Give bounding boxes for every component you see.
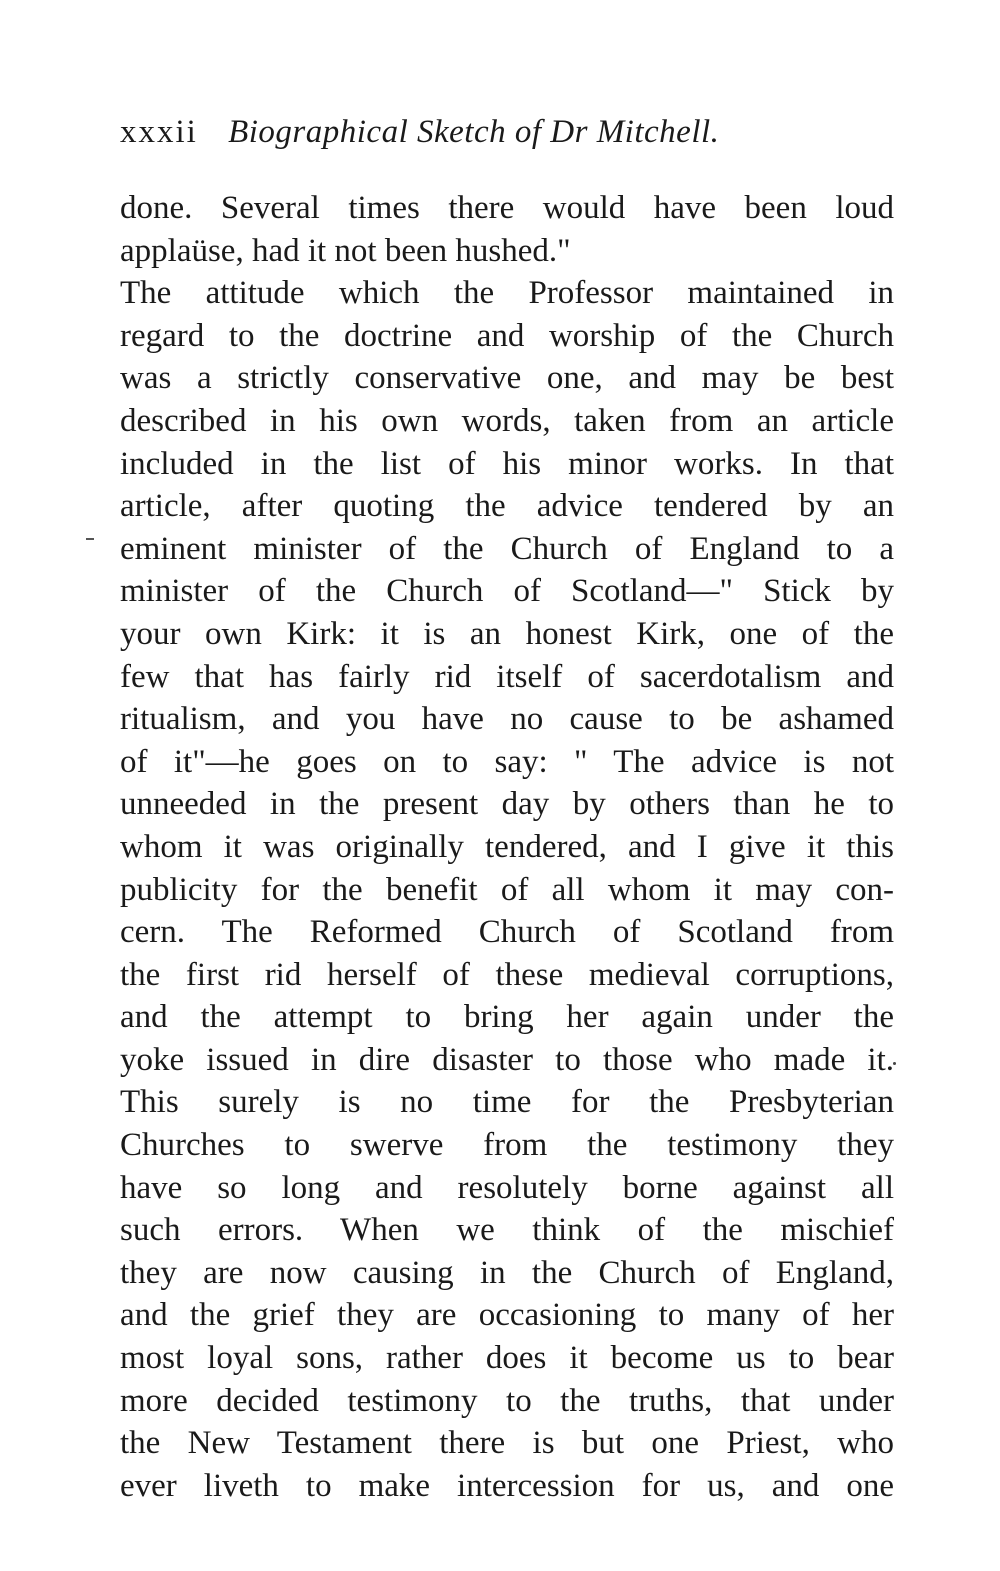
text-line: your own Kirk: it is an honest Kirk, one of the (120, 615, 894, 652)
text-line: more decided testimony to the truths, that under (120, 1382, 894, 1419)
margin-mark (86, 538, 94, 540)
body-text (120, 187, 894, 1507)
text-line: of it"—he goes on to say: " The advice is not (120, 743, 894, 780)
page-header (120, 112, 900, 152)
text-line: included in the list of his minor works. In that (120, 445, 894, 482)
text-line: regard to the doctrine and worship of the Church (120, 317, 894, 354)
text-line: most loyal sons, rather does it become us to bear (120, 1340, 894, 1377)
text-line: the first rid herself of these medieval corruptions, (120, 956, 894, 993)
text-line: article, after quoting the advice tendered by an (120, 488, 894, 525)
text-line: done. Several times there would have been loud (120, 190, 894, 226)
text-line: yoke issued in dire disaster to those who made it. (120, 1041, 894, 1078)
text-line: ritualism, and you have no cause to be ashamed (120, 701, 894, 738)
text-line: Churches to swerve from the testimony they (120, 1127, 894, 1164)
text-line: such errors. When we think of the mischief (120, 1212, 894, 1249)
text-line: described in his own words, taken from an article (120, 402, 894, 439)
running-title: Biographical Sketch of Dr Mitchell. (228, 114, 720, 150)
text-line: have so long and resolutely borne against all (120, 1169, 894, 1206)
text-line: few that has fairly rid itself of sacerdotalism and (120, 658, 894, 695)
text-line: minister of the Church of Scotland—" Stick by (120, 573, 894, 610)
text-line: publicity for the benefit of all whom it may con- (120, 871, 894, 908)
text-line: unneeded in the present day by others than he to (120, 786, 894, 823)
page-number: xxxii (120, 114, 198, 150)
text-line: cern. The Reformed Church of Scotland from (120, 914, 894, 951)
text-line: they are now causing in the Church of England, (120, 1254, 894, 1291)
text-line: eminent minister of the Church of England to a (120, 530, 894, 567)
text-line: and the grief they are occasioning to many of her (120, 1297, 894, 1334)
text-line: The attitude which the Professor maintained in (120, 275, 894, 312)
text-line: was a strictly conservative one, and may be best (120, 360, 894, 397)
text-line: This surely is no time for the Presbyterian (120, 1084, 894, 1121)
text-line: applaüse, had it not been hushed." (120, 232, 571, 269)
text-line: ever liveth to make intercession for us, and one (120, 1467, 894, 1504)
text-line: the New Testament there is but one Priest, who (120, 1425, 894, 1462)
text-line: whom it was originally tendered, and I give it this (120, 828, 894, 865)
text-line: and the attempt to bring her again under the (120, 999, 894, 1036)
